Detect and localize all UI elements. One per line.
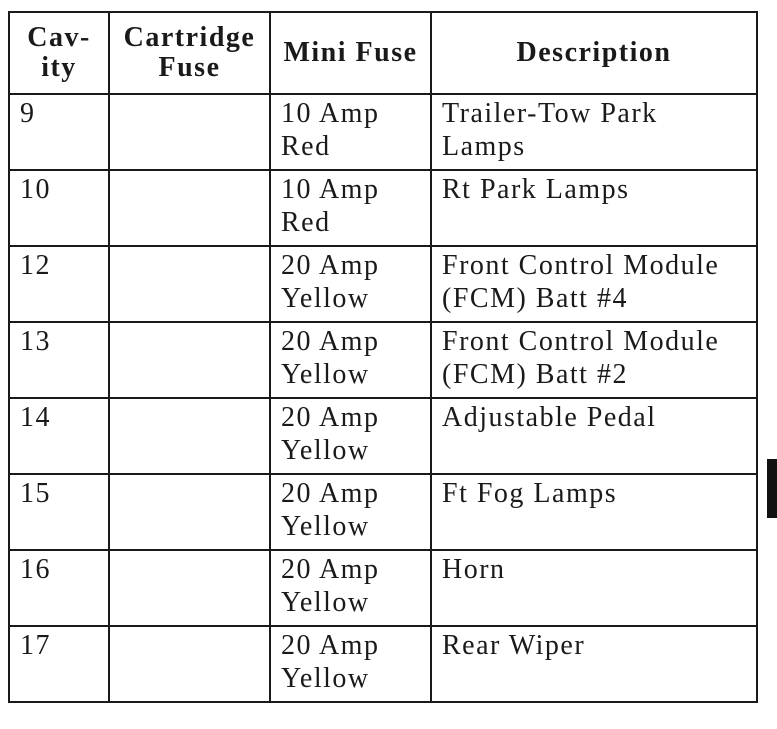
- table-row: [9, 170, 757, 246]
- description-cell-text: Rt Park Lamps: [442, 174, 630, 205]
- description-cell-text: Lamps: [442, 131, 526, 162]
- cartridge-fuse-cell: [109, 246, 270, 322]
- header-description: [431, 12, 757, 94]
- mini-fuse-cell-text: 20 Amp: [281, 554, 380, 585]
- cavity-cell: [9, 246, 109, 322]
- cartridge-fuse-cell: [109, 398, 270, 474]
- mini-fuse-cell-text: 20 Amp: [281, 326, 380, 357]
- description-cell-text: Ft Fog Lamps: [442, 478, 618, 509]
- mini-fuse-cell: [270, 550, 431, 626]
- header-cavity: [9, 12, 109, 94]
- mini-fuse-cell-text: Red: [281, 207, 331, 238]
- description-cell-text: Front Control Module: [442, 326, 720, 357]
- mini-fuse-cell-text: Red: [281, 131, 331, 162]
- mini-fuse-cell: [270, 398, 431, 474]
- description-cell: [431, 474, 757, 550]
- cavity-cell-text: 12: [20, 250, 51, 281]
- mini-fuse-cell-text: 20 Amp: [281, 630, 380, 661]
- header-description-label: Description: [516, 37, 672, 68]
- mini-fuse-cell: [270, 322, 431, 398]
- mini-fuse-cell-text: Yellow: [281, 283, 370, 314]
- table-header: [9, 12, 757, 94]
- mini-fuse-cell-text: 20 Amp: [281, 250, 380, 281]
- description-cell: [431, 626, 757, 702]
- table-row: [9, 246, 757, 322]
- description-cell-text: (FCM) Batt #2: [442, 359, 628, 390]
- description-cell: [431, 246, 757, 322]
- table-row: [9, 474, 757, 550]
- description-cell-text: Adjustable Pedal: [442, 402, 657, 433]
- header-cartridge-line2: Fuse: [158, 52, 221, 83]
- cartridge-fuse-cell: [109, 626, 270, 702]
- cavity-cell-text: 9: [20, 98, 36, 129]
- fuse-table: [8, 11, 758, 703]
- table-row: [9, 626, 757, 702]
- table-row: [9, 550, 757, 626]
- header-cartridge-line1: Cartridge: [123, 22, 256, 53]
- cavity-cell: [9, 94, 109, 170]
- cavity-cell-text: 14: [20, 402, 51, 433]
- description-cell-text: (FCM) Batt #4: [442, 283, 628, 314]
- mini-fuse-cell-text: 20 Amp: [281, 478, 380, 509]
- header-cartridge-fuse: [109, 12, 270, 94]
- cartridge-fuse-cell: [109, 170, 270, 246]
- header-cavity-line2: ity: [41, 52, 77, 83]
- header-row: [9, 12, 757, 94]
- cavity-cell-text: 10: [20, 174, 51, 205]
- description-cell: [431, 322, 757, 398]
- mini-fuse-cell-text: Yellow: [281, 359, 370, 390]
- mini-fuse-cell: [270, 246, 431, 322]
- mini-fuse-cell-text: 10 Amp: [281, 174, 380, 205]
- mini-fuse-cell-text: Yellow: [281, 587, 370, 618]
- description-cell: [431, 398, 757, 474]
- description-cell-text: Rear Wiper: [442, 630, 586, 661]
- table-row: [9, 322, 757, 398]
- mini-fuse-cell-text: 10 Amp: [281, 98, 380, 129]
- cartridge-fuse-cell: [109, 474, 270, 550]
- page-edge-tab: [767, 459, 777, 518]
- cartridge-fuse-cell: [109, 94, 270, 170]
- cavity-cell: [9, 474, 109, 550]
- description-cell-text: Horn: [442, 554, 506, 585]
- cavity-cell-text: 16: [20, 554, 51, 585]
- header-cavity-line1: Cav-: [27, 22, 91, 53]
- cavity-cell: [9, 170, 109, 246]
- header-mini-label: Mini Fuse: [283, 37, 418, 68]
- cavity-cell: [9, 550, 109, 626]
- cavity-cell: [9, 322, 109, 398]
- mini-fuse-cell-text: Yellow: [281, 435, 370, 466]
- mini-fuse-cell: [270, 94, 431, 170]
- mini-fuse-cell: [270, 170, 431, 246]
- cavity-cell: [9, 398, 109, 474]
- table-body: [9, 94, 757, 702]
- description-cell: [431, 550, 757, 626]
- table-row: [9, 398, 757, 474]
- mini-fuse-cell-text: Yellow: [281, 663, 370, 694]
- cavity-cell-text: 17: [20, 630, 51, 661]
- mini-fuse-cell-text: Yellow: [281, 511, 370, 542]
- cartridge-fuse-cell: [109, 322, 270, 398]
- cavity-cell-text: 15: [20, 478, 51, 509]
- table-row: [9, 94, 757, 170]
- cavity-cell: [9, 626, 109, 702]
- description-cell: [431, 170, 757, 246]
- cavity-cell-text: 13: [20, 326, 51, 357]
- description-cell-text: Front Control Module: [442, 250, 720, 281]
- cartridge-fuse-cell: [109, 550, 270, 626]
- mini-fuse-cell-text: 20 Amp: [281, 402, 380, 433]
- description-cell: [431, 94, 757, 170]
- header-mini-fuse: [270, 12, 431, 94]
- description-cell-text: Trailer-Tow Park: [442, 98, 658, 129]
- mini-fuse-cell: [270, 626, 431, 702]
- mini-fuse-cell: [270, 474, 431, 550]
